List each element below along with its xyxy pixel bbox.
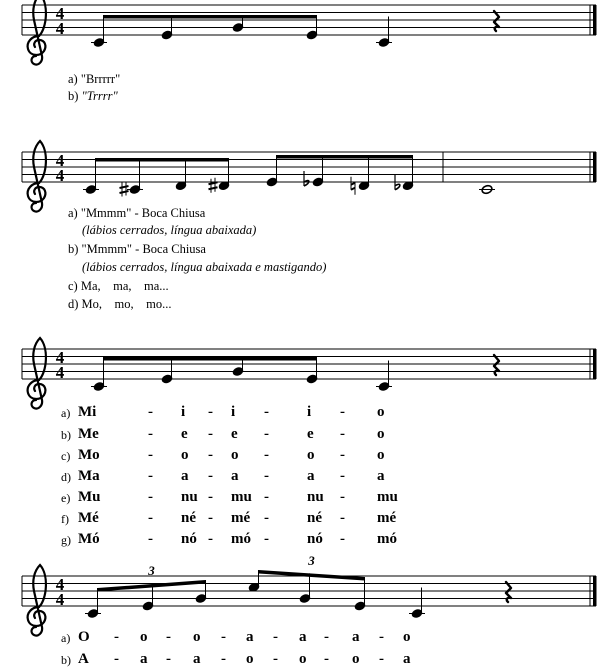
row-label: a) (61, 631, 71, 645)
treble-clef-icon (28, 0, 46, 65)
syllable-hyphen: - (379, 651, 384, 667)
syllable-hyphen: - (221, 629, 226, 645)
syllable-hyphen: - (340, 404, 345, 420)
syllable: Me (78, 426, 99, 442)
quarter-rest-icon (494, 355, 499, 375)
syllable: i (181, 404, 186, 420)
staff1-line-a (68, 73, 120, 86)
row-label: g) (61, 533, 71, 547)
syllable-hyphen: - (264, 510, 269, 526)
final-barline (593, 349, 597, 379)
quarter-rest-icon (494, 11, 499, 31)
sharp-icon (209, 178, 218, 193)
syllable: o (193, 629, 201, 645)
syllable: a (246, 629, 254, 645)
syllable: Ma (78, 468, 100, 484)
syllable-hyphen: - (208, 426, 213, 442)
syllable: a (403, 651, 411, 667)
syllable-hyphen: - (324, 629, 329, 645)
syllable: o (231, 447, 239, 463)
beam (96, 158, 229, 162)
syllable: a (231, 468, 239, 484)
syllable: O (78, 629, 90, 645)
syllable-hyphen: - (273, 651, 278, 667)
time-signature-top: 4 (55, 151, 65, 170)
beam (98, 580, 206, 592)
syllable-hyphen: - (379, 629, 384, 645)
syllable: o (377, 404, 385, 420)
syllable: e (181, 426, 188, 442)
syllable-hyphen: - (221, 651, 226, 667)
syllable-hyphen: - (264, 468, 269, 484)
syllable-hyphen: - (264, 426, 269, 442)
row-label: d) (61, 470, 71, 484)
row-label: e) (61, 491, 71, 505)
final-barline (593, 5, 597, 35)
syllable: o (403, 629, 411, 645)
syllable: o (181, 447, 189, 463)
natural-icon (351, 177, 355, 195)
quarter-rest-icon (506, 582, 511, 602)
syllable: o (377, 447, 385, 463)
syllable-hyphen: - (148, 489, 153, 505)
syllable: e (307, 426, 314, 442)
syllable: o (140, 629, 148, 645)
final-barline (593, 576, 597, 606)
syllable: i (231, 404, 236, 420)
syllable: o (299, 651, 307, 667)
syllable-hyphen: - (114, 629, 119, 645)
syllable: Mo (78, 447, 100, 463)
line-text: "Brrrrr" (80, 72, 121, 86)
syllable-hyphen: - (264, 404, 269, 420)
syllable-hyphen: - (148, 468, 153, 484)
syllable-hyphen: - (340, 447, 345, 463)
syllable: o (307, 447, 315, 463)
syllable: Mu (78, 489, 101, 505)
row-label: a) (61, 406, 71, 420)
syllable: mé (231, 510, 251, 526)
time-signature-top: 4 (55, 4, 65, 23)
syllable-hyphen: - (148, 510, 153, 526)
syllable-hyphen: - (340, 531, 345, 547)
time-signature-bottom: 4 (55, 19, 65, 38)
staff2-line-d: d) Mo, mo, mo... (68, 297, 172, 311)
syllable: mó (231, 531, 251, 547)
staff-4 (22, 553, 597, 636)
syllable: Mé (78, 510, 99, 526)
syllable-hyphen: - (208, 531, 213, 547)
time-signature-bottom: 4 (55, 363, 65, 382)
line-text: "Trrrr" (81, 89, 118, 103)
staff-1 (22, 0, 597, 65)
syllable: nu (307, 489, 324, 505)
staff2-line-c: c) Ma, ma, ma... (68, 279, 169, 293)
time-signature-top: 4 (55, 348, 65, 367)
tuplet-number: 3 (308, 553, 315, 568)
syllable: né (181, 510, 196, 526)
syllable-hyphen: - (148, 426, 153, 442)
syllable: mu (231, 489, 252, 505)
syllable-hyphen: - (208, 510, 213, 526)
syllable-hyphen: - (208, 404, 213, 420)
staff2-line-a-note: (lábios cerrados, língua abaixada) (82, 223, 257, 237)
syllable: nó (307, 531, 323, 547)
flat-icon (304, 171, 309, 186)
syllable: Mó (78, 531, 100, 547)
syllable-hyphen: - (273, 629, 278, 645)
syllable-hyphen: - (340, 426, 345, 442)
time-signature-bottom: 4 (55, 590, 65, 609)
syllable: mu (377, 489, 398, 505)
beam (277, 155, 413, 159)
row-label: c) (61, 449, 71, 463)
syllable: a (352, 629, 360, 645)
final-barline (593, 152, 597, 182)
syllable-hyphen: - (148, 531, 153, 547)
time-signature-top: 4 (55, 575, 65, 594)
syllable-hyphen: - (208, 468, 213, 484)
syllable-hyphen: - (166, 651, 171, 667)
staff-3 (22, 338, 597, 409)
syllable-hyphen: - (148, 447, 153, 463)
syllable: a (181, 468, 189, 484)
syllable: A (78, 651, 89, 667)
staff2-line-b: b) "Mmmm" - Boca Chiusa (68, 242, 206, 256)
syllable: a (193, 651, 201, 667)
staff-2 (22, 141, 597, 212)
beam (104, 15, 317, 19)
syllable-hyphen: - (148, 404, 153, 420)
syllable-hyphen: - (264, 489, 269, 505)
syllable: nó (181, 531, 197, 547)
staff2-line-b-note: (lábios cerrados, língua abaixada e mastigando) (82, 260, 327, 274)
syllable-hyphen: - (340, 468, 345, 484)
tuplet-number: 3 (148, 563, 155, 578)
line-marker: b) (68, 89, 79, 103)
syllable: mé (377, 510, 397, 526)
syllable: né (307, 510, 322, 526)
syllable: o (246, 651, 254, 667)
row-label: b) (61, 428, 71, 442)
row-label: f) (61, 512, 69, 526)
syllable: o (377, 426, 385, 442)
syllable-hyphen: - (340, 489, 345, 505)
syllable-hyphen: - (324, 651, 329, 667)
syllable-hyphen: - (264, 531, 269, 547)
syllable: Mi (78, 404, 97, 420)
line-marker: a) (68, 72, 78, 86)
syllable: a (140, 651, 148, 667)
syllable: o (352, 651, 360, 667)
beam (259, 570, 365, 581)
syllable: nu (181, 489, 198, 505)
syllable-hyphen: - (166, 629, 171, 645)
syllable: a (299, 629, 307, 645)
syllable: e (231, 426, 238, 442)
staff1-line-b (68, 90, 118, 103)
syllable: a (377, 468, 385, 484)
syllable-hyphen: - (340, 510, 345, 526)
beam (104, 357, 317, 361)
syllable: i (307, 404, 312, 420)
syllable-hyphen: - (114, 651, 119, 667)
syllable: a (307, 468, 315, 484)
syllable-hyphen: - (208, 447, 213, 463)
time-signature-bottom: 4 (55, 166, 65, 185)
row-label: b) (61, 653, 71, 667)
syllable-hyphen: - (208, 489, 213, 505)
staff2-line-a: a) "Mmmm" - Boca Chiusa (68, 206, 206, 220)
syllable-hyphen: - (264, 447, 269, 463)
syllable: mó (377, 531, 397, 547)
